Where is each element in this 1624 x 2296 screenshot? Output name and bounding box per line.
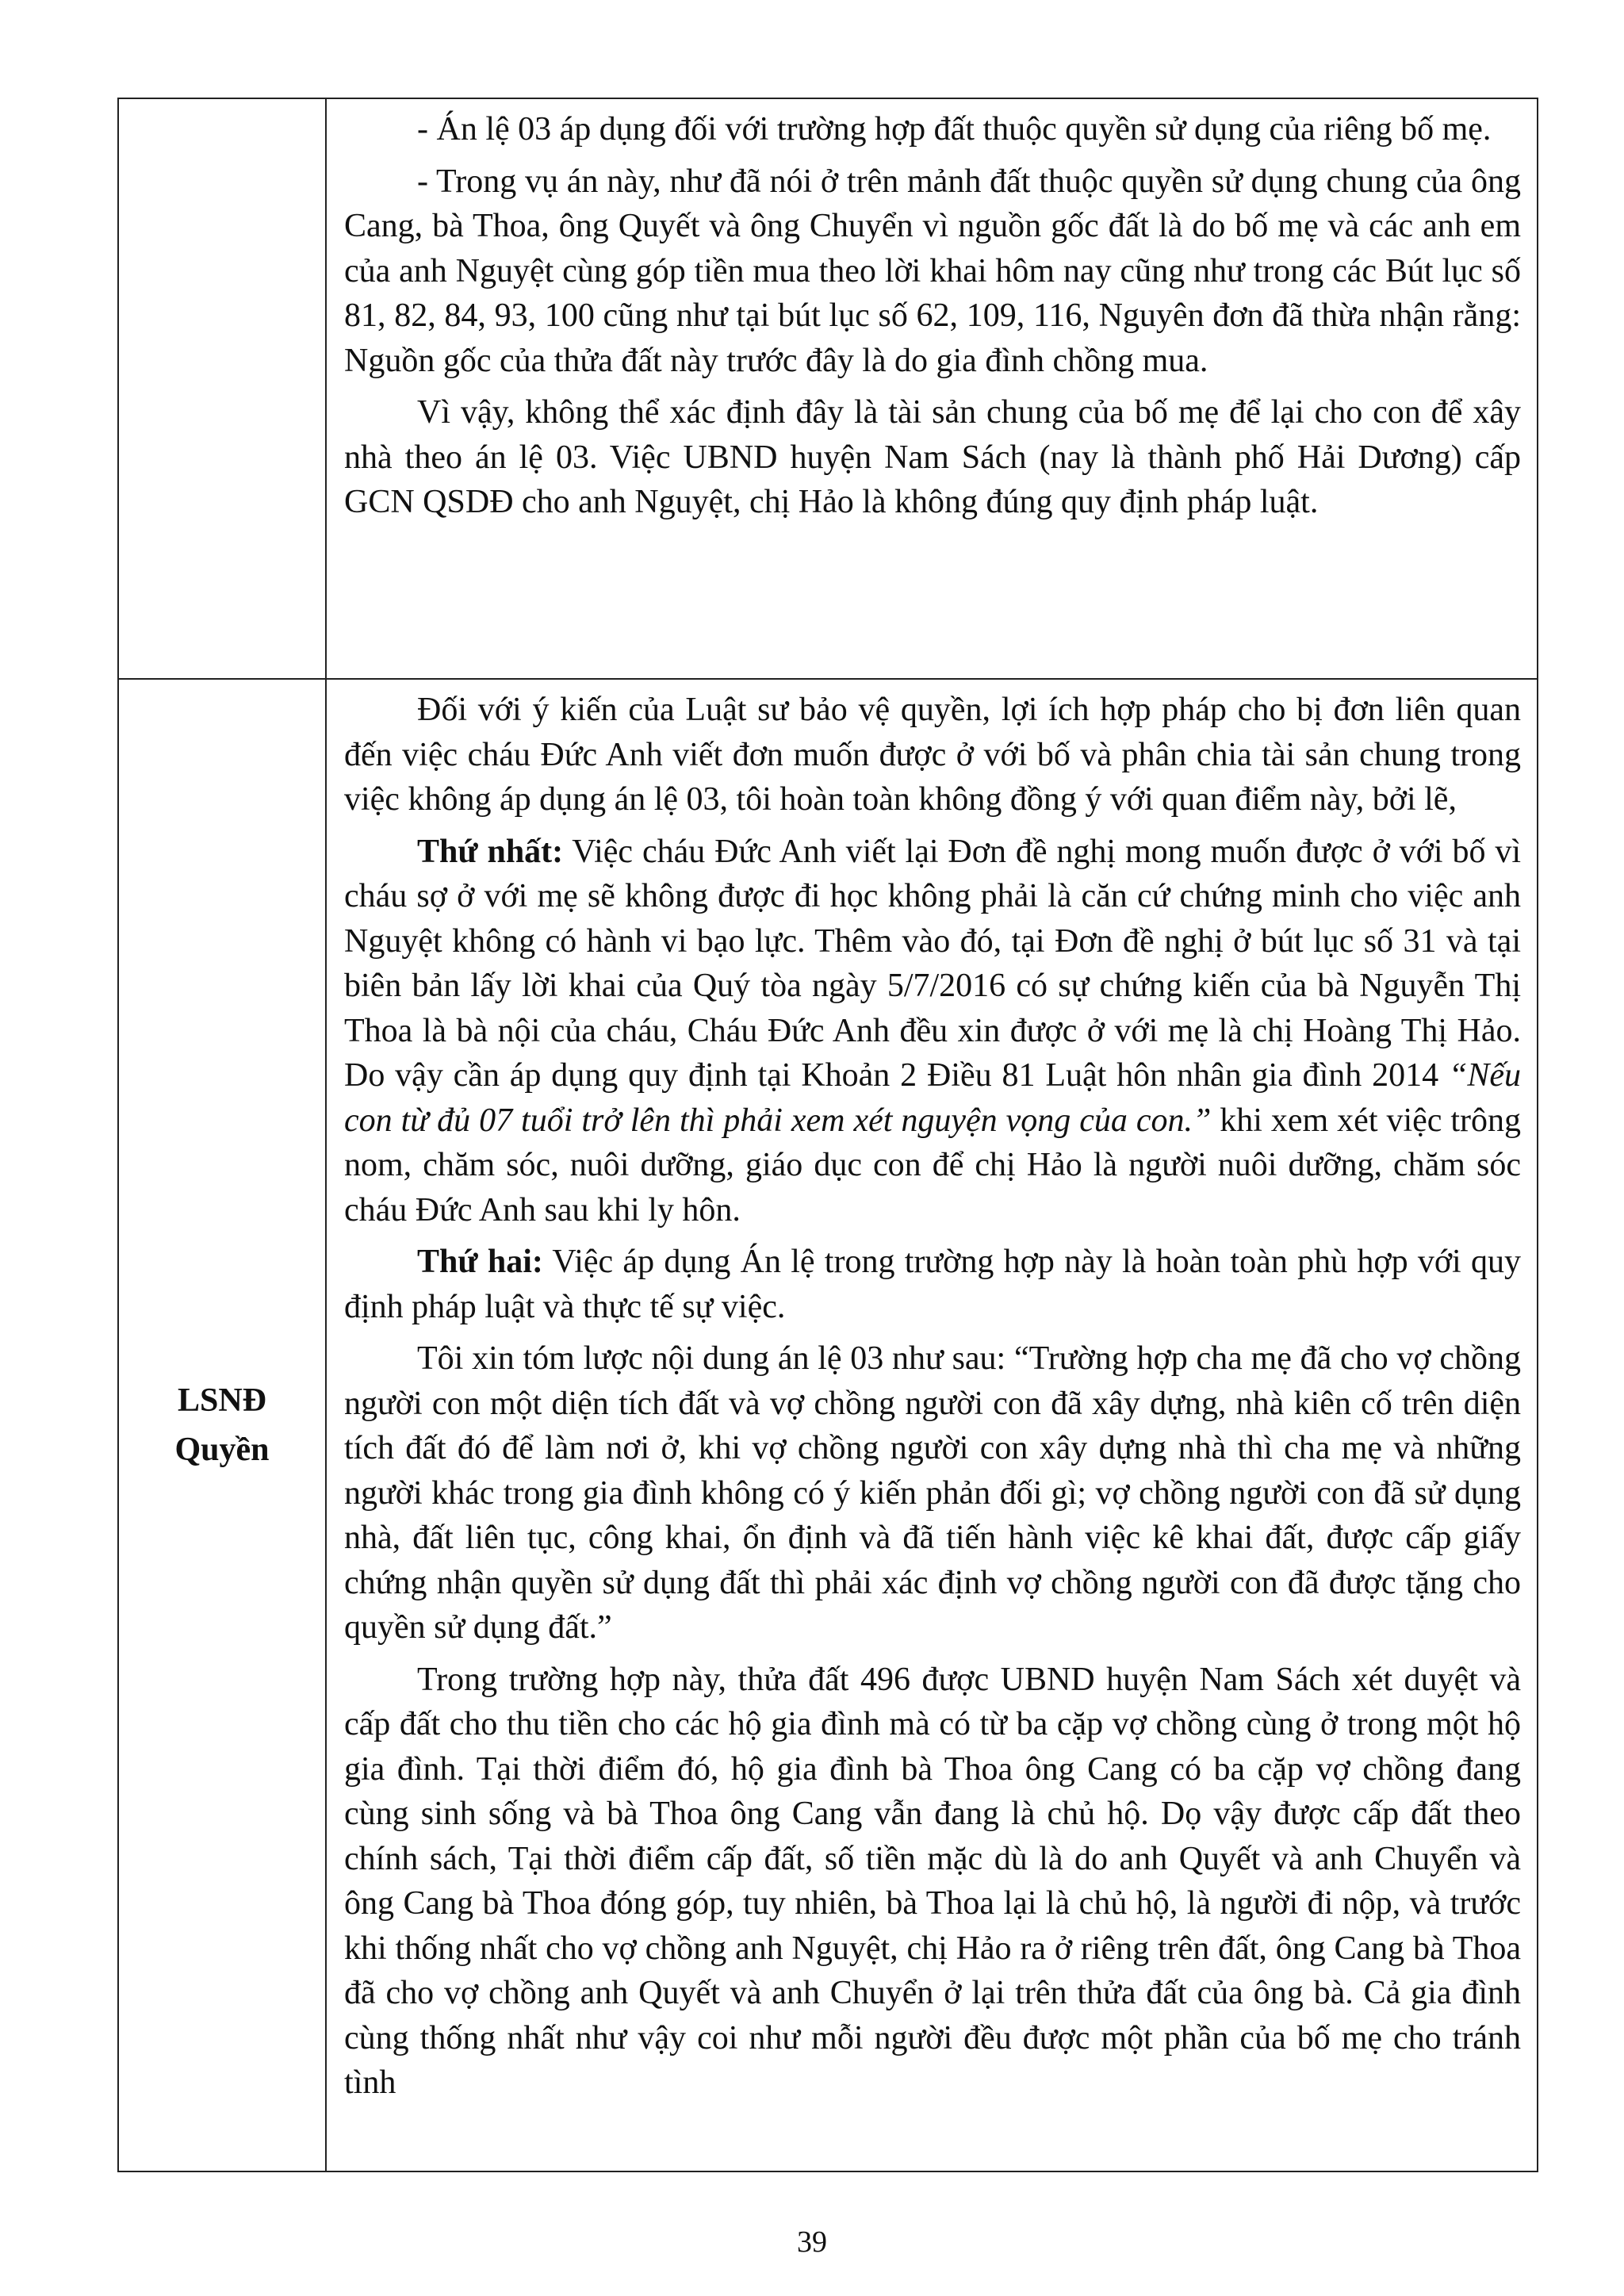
paragraph-text: Việc áp dụng Án lệ trong trường hợp này là hoàn toàn phù hợp với quy định pháp luật và thực tế sự việc. xyxy=(344,1244,1522,1325)
paragraph-text: khi xem xét việc trông nom, chăm sóc, nuôi dưỡng, giáo dục con để chị Hảo là người nuôi dưỡng, chăm sóc cháu Đức Anh sau khi ly hôn. xyxy=(344,1102,1522,1228)
paragraph xyxy=(344,1240,1521,1329)
speaker-label-line2: Quyền xyxy=(174,1432,270,1468)
paragraph: Đối với ý kiến của Luật sư bảo vệ quyền, lợi ích hợp pháp cho bị đơn liên quan đến việc cháu Đức Anh viết đơn muốn được ở với bố và phân chia tài sản chung trong việc không áp dụng án lệ 03, tôi hoàn toàn không đồng ý với quan điểm này, bởi lẽ, xyxy=(344,692,1521,818)
paragraph: Vì vậy, không thể xác định đây là tài sản chung của bố mẹ để lại cho con để xây nhà theo án lệ 03. Việc UBND huyện Nam Sách (nay là thành phố Hải Dương) cấp GCN QSDĐ cho anh Nguyệt, chị Hảo là không đúng quy định pháp luật. xyxy=(344,394,1521,520)
paragraph: - Án lệ 03 áp dụng đối với trường hợp đất thuộc quyền sử dụng của riêng bố mẹ. xyxy=(417,111,1492,148)
bold-heading: Thứ nhất: xyxy=(417,833,564,870)
speaker-label-line1: LSNĐ xyxy=(177,1382,267,1419)
label-cell xyxy=(118,98,326,679)
bold-heading: Thứ hai: xyxy=(417,1244,543,1280)
paragraph: Tôi xin tóm lược nội dung án lệ 03 như sau: “Trường hợp cha mẹ đã cho vợ chồng người con một diện tích đất và vợ chồng người con đã xây dựng, nhà kiên cố trên diện tích đất đó để làm nơi ở, khi vợ chồng người con xây dựng nhà thì cha mẹ và những người khác trong gia đình không có ý kiến phản đối gì; vợ chồng người con đã sử dụng nhà, đất liên tục, công khai, ổn định và đã tiến hành việc kê khai đất, được cấp giấy chứng nhận quyền sử dụng đất thì phải xác định vợ chồng người con đã được tặng cho quyền sử dụng đất.” xyxy=(344,1340,1521,1646)
table-row xyxy=(118,98,1538,679)
paragraph xyxy=(344,830,1521,1233)
document-table xyxy=(117,98,1538,2172)
italic-quote: “Nếu con từ đủ 07 tuổi trở lên thì phải xem xét nguyện vọng của con.” xyxy=(344,1057,1521,1139)
paragraph: - Trong vụ án này, như đã nói ở trên mảnh đất thuộc quyền sử dụng chung của ông Cang, bà Thoa, ông Quyết và ông Chuyển vì nguồn gốc đất là do bố mẹ và các anh em của anh Nguyệt cùng góp tiền mua theo lời khai hôm nay cũng như trong các Bút lục số 81, 82, 84, 93, 100 cũng như tại bút lục số 62, 109, 116, Nguyên đơn đã thừa nhận rằng: Nguồn gốc của thửa đất này trước đây là do gia đình chồng mua. xyxy=(344,163,1521,379)
label-cell xyxy=(118,679,326,2171)
content-cell xyxy=(326,679,1538,2171)
page-number: 39 xyxy=(797,2225,827,2259)
table-row xyxy=(118,679,1538,2171)
content-cell xyxy=(326,98,1538,679)
paragraph-text: Việc cháu Đức Anh viết lại Đơn đề nghị mong muốn được ở với bố vì cháu sợ ở với mẹ sẽ không được đi học không phải là căn cứ chứng minh cho việc anh Nguyệt không có hành vi bạo lực. Thêm vào đó, tại Đơn đề nghị ở bút lục số 31 và tại biên bản lấy lời khai của Quý tòa ngày 5/7/2016 có sự chứng kiến của bà Nguyễn Thị Thoa là bà nội của cháu, Cháu Đức Anh đều xin được ở với mẹ là chị Hoàng Thị Hảo. Do vậy cần áp dụng quy định tại Khoản 2 Điều 81 Luật hôn nhân gia đình 2014 xyxy=(344,833,1522,1094)
paragraph: Trong trường hợp này, thửa đất 496 được UBND huyện Nam Sách xét duyệt và cấp đất cho thu tiền cho các hộ gia đình mà có từ ba cặp vợ chồng cùng ở trong một hộ gia đình. Tại thời điểm đó, hộ gia đình bà Thoa ông Cang có ba cặp vợ chồng đang cùng sinh sống và bà Thoa ông Cang vẫn đang là chủ hộ. Dọ vậy được cấp đất theo chính sách, Tại thời điểm cấp đất, số tiền mặc dù là do anh Quyết và anh Chuyển và ông Cang bà Thoa đóng góp, tuy nhiên, bà Thoa lại là chủ hộ, là người đi nộp, và trước khi thống nhất cho vợ chồng anh Nguyệt, chị Hảo ra ở riêng trên đất, ông Cang bà Thoa đã cho vợ chồng anh Quyết và anh Chuyển ở lại trên thửa đất của ông bà. Cả gia đình cùng thống nhất như vậy coi như mỗi người đều được một phần của bố mẹ cho tránh tình xyxy=(344,1661,1521,2101)
